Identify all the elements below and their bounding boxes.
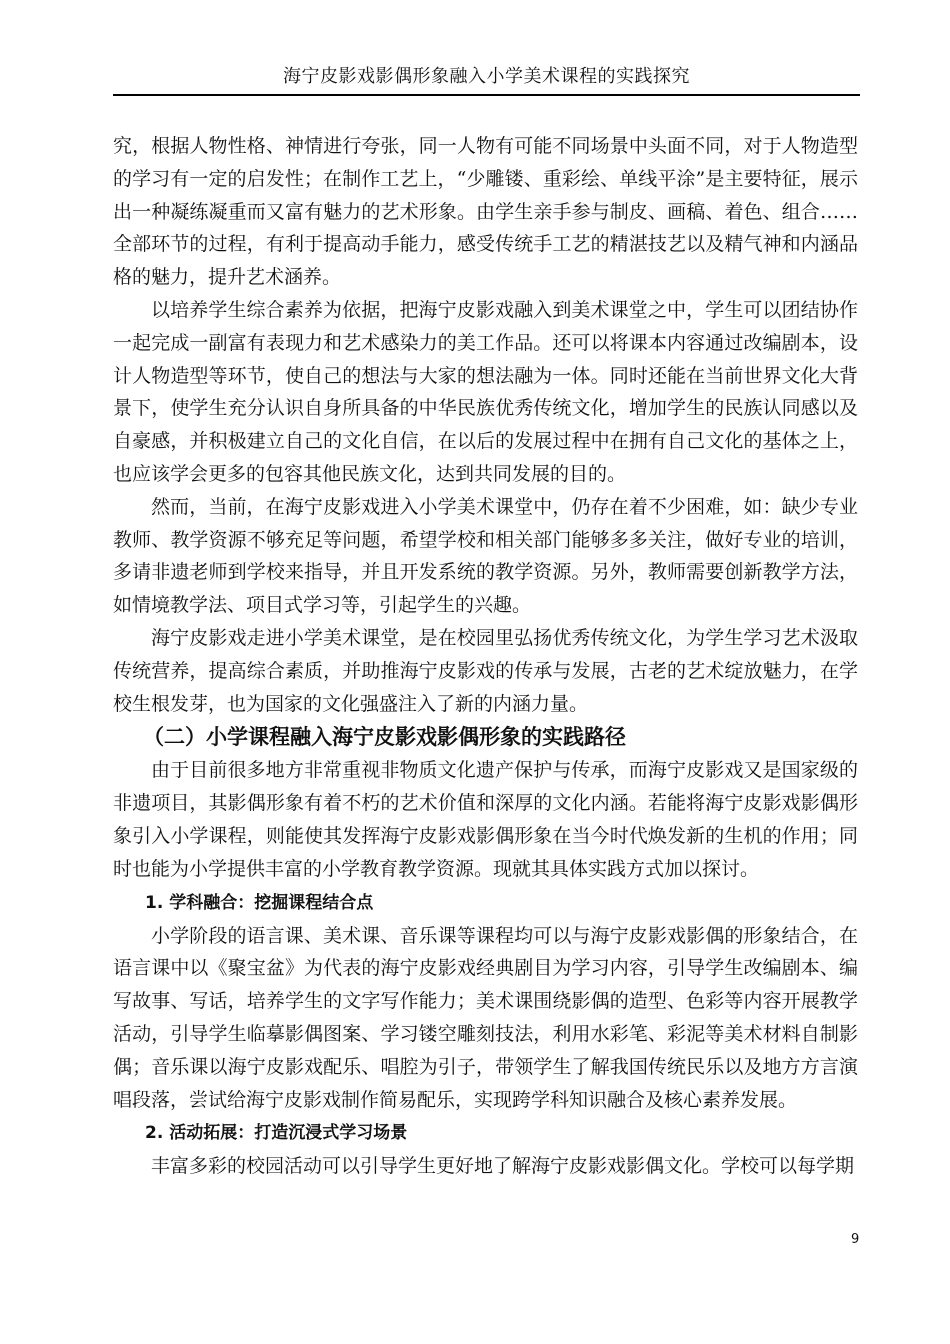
paragraph: 丰富多彩的校园活动可以引导学生更好地了解海宁皮影戏影偶文化。学校可以每学期 <box>151 1155 855 1178</box>
paragraph: 以培养学生综合素养为依据，把海宁皮影戏融入到美术课堂之中，学生可以团结协作一起完成一副富有表现力和艺术感染力的美工作品。还可以将课本内容通过改编剧本，设计人物造型等环节，使自己的想法与大家的想法融为一体。同时还能在当前世界文化大背景下，使学生充分认识自身所具备的中华民族优秀传统文化，增加学生的民族认同感以及自豪感，并积极建立自己的文化自信，在以后的发展过程中在拥有自己文化的基体之上，也应该学会更多的包容其他民族文化，达到共同发展的目的。 <box>113 298 858 485</box>
subsection-heading: 2. 活动拓展：打造沉浸式学习场景 <box>145 1123 408 1144</box>
section-heading: （二）小学课程融入海宁皮影戏影偶形象的实践路径 <box>143 725 626 750</box>
paragraph: 由于目前很多地方非常重视非物质文化遗产保护与传承，而海宁皮影戏又是国家级的非遗项目，其影偶形象有着不朽的艺术价值和深厚的文化内涵。若能将海宁皮影戏影偶形象引入小学课程，则能使其发挥海宁皮影戏影偶形象在当今时代焕发新的生机的作用；同时也能为小学提供丰富的小学教育教学资源。现就其具体实践方式加以探讨。 <box>113 759 858 880</box>
running-header: 海宁皮影戏影偶形象融入小学美术课程的实践探究 <box>113 60 860 96</box>
page-number: 9 <box>851 1232 860 1247</box>
paragraph: 小学阶段的语言课、美术课、音乐课等课程均可以与海宁皮影戏影偶的形象结合，在语言课中以《聚宝盆》为代表的海宁皮影戏经典剧目为学习内容，引导学生改编剧本、编写故事、写话，培养学生的文字写作能力；美术课围绕影偶的造型、色彩等内容开展教学活动，引导学生临摹影偶图案、学习镂空雕刻技法，利用水彩笔、彩泥等美术材料自制影偶；音乐课以海宁皮影戏配乐、唱腔为引子，带领学生了解我国传统民乐以及地方方言演唱段落，尝试给海宁皮影戏制作简易配乐，实现跨学科知识融合及核心素养发展。 <box>113 924 858 1111</box>
paragraph: 然而，当前，在海宁皮影戏进入小学美术课堂中，仍存在着不少困难，如：缺少专业教师、教学资源不够充足等问题，希望学校和相关部门能够多多关注，做好专业的培训，多请非遗老师到学校来指导，并且开发系统的教学资源。另外，教师需要创新教学方法，如情境教学法、项目式学习等，引起学生的兴趣。 <box>113 495 858 617</box>
subsection-heading: 1. 学科融合：挖掘课程结合点 <box>145 892 374 913</box>
paragraph: 海宁皮影戏走进小学美术课堂，是在校园里弘扬优秀传统文化，为学生学习艺术汲取传统营养，提高综合素质，并助推海宁皮影戏的传承与发展，古老的艺术绽放魅力，在学校生根发芽，也为国家的文化强盛注入了新的内涵力量。 <box>113 626 858 715</box>
page-body <box>113 130 858 1183</box>
paragraph-continued: 究，根据人物性格、神情进行夸张，同一人物有可能不同场景中头面不同，对于人物造型的学习有一定的启发性；在制作工艺上，“少雕镂、重彩绘、单线平涂”是主要特征，展示出一种凝练凝重而又富有魅力的艺术形象。由学生亲手参与制皮、画稿、着色、组合……全部环节的过程，有利于提高动手能力，感受传统手工艺的精湛技艺以及精气神和内涵品格的魅力，提升艺术涵养。 <box>113 135 858 289</box>
